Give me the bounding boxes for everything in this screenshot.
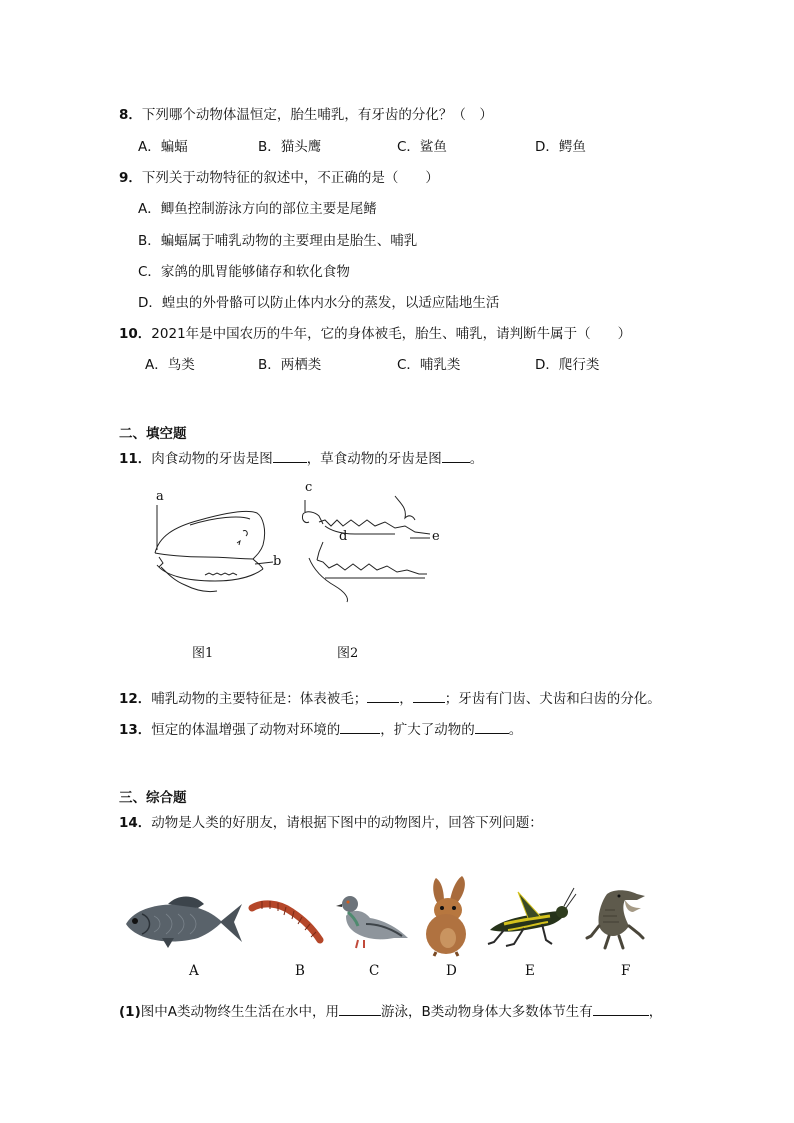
question-11 — [119, 447, 483, 467]
question-number: 8． — [119, 107, 142, 123]
sub-question-number: (1) — [119, 1004, 141, 1020]
question-text: 。 — [508, 722, 523, 738]
option-a: A．蝙蝠 — [138, 139, 188, 155]
label-leader-b — [255, 560, 275, 570]
question-text: 下列关于动物特征的叙述中，不正确的是（ ） — [141, 170, 439, 186]
earthworm-image — [248, 898, 330, 948]
question-text: 游泳，B类动物身体大多数体节生有 — [380, 1004, 593, 1020]
option-c: C．鲨鱼 — [397, 139, 447, 155]
option-b: B．两栖类 — [258, 357, 322, 373]
question-text: 恒定的体温增强了动物对环境的 — [151, 722, 341, 738]
answer-blank[interactable] — [475, 721, 509, 734]
answer-blank[interactable] — [442, 450, 470, 463]
question-14-sub-1 — [119, 1000, 662, 1020]
question-13 — [119, 718, 522, 738]
question-text: 哺乳动物的主要特征是：体表被毛； — [151, 691, 368, 707]
rabbit-image — [414, 874, 478, 956]
question-text: ，扩大了动物的 — [380, 722, 475, 738]
question-text: 动物是人类的好朋友，请根据下图中的动物图片，回答下列问题： — [151, 815, 543, 831]
answer-blank[interactable] — [593, 1003, 649, 1016]
animal-label-a: A — [189, 963, 199, 979]
answer-blank[interactable] — [340, 721, 380, 734]
question-number: 13． — [119, 722, 152, 738]
figure-label-b: b — [273, 554, 282, 569]
question-10 — [119, 322, 631, 342]
answer-blank[interactable] — [273, 450, 307, 463]
question-number: 14． — [119, 815, 152, 831]
animal-label-e: E — [525, 963, 535, 979]
crocodile-image — [585, 886, 651, 952]
figure-label-c: c — [305, 480, 313, 495]
option-b: B．猫头鹰 — [258, 139, 322, 155]
skull-figure-2 — [295, 490, 445, 605]
figure-label-a: a — [156, 489, 164, 504]
figure-caption-1: 图1 — [192, 646, 214, 661]
animal-label-c: C — [369, 963, 380, 979]
question-text: ，草食动物的牙齿是图 — [306, 451, 442, 467]
answer-blank[interactable] — [413, 690, 445, 703]
question-number: 9． — [119, 170, 142, 186]
fish-image — [122, 892, 244, 952]
option-a: A．鲫鱼控制游泳方向的部位主要是尾鳍 — [138, 201, 377, 217]
option-d: D．鳄鱼 — [535, 139, 586, 155]
animal-label-b: B — [295, 963, 305, 979]
option-a: A．鸟类 — [145, 357, 195, 373]
figure-caption-2: 图2 — [337, 646, 359, 661]
question-number: 11． — [119, 451, 152, 467]
question-text: ， — [399, 691, 413, 707]
option-c: C．家鸽的肌胃能够储存和软化食物 — [138, 264, 350, 280]
pigeon-image — [336, 890, 412, 952]
option-b: B．蝙蝠属于哺乳动物的主要理由是胎生、哺乳 — [138, 233, 418, 249]
option-d: D．爬行类 — [535, 357, 600, 373]
figure-label-d: d — [339, 529, 348, 544]
question-text: ；牙齿有门齿、犬齿和臼齿的分化。 — [444, 691, 661, 707]
label-leader-e — [410, 536, 432, 542]
question-9 — [119, 166, 439, 186]
section-heading-comprehensive: 三、综合题 — [119, 790, 187, 806]
animal-label-d: D — [446, 963, 457, 979]
question-text: 。 — [469, 451, 484, 467]
grasshopper-image — [484, 882, 576, 952]
question-8 — [119, 103, 493, 123]
answer-blank[interactable] — [367, 690, 399, 703]
option-d: D．蝗虫的外骨骼可以防止体内水分的蒸发，以适应陆地生活 — [138, 295, 500, 311]
question-text: 肉食动物的牙齿是图 — [151, 451, 273, 467]
question-text: 图中A类动物终生生活在水中，用 — [140, 1004, 339, 1020]
option-c: C．哺乳类 — [397, 357, 461, 373]
question-text: ， — [648, 1004, 663, 1020]
figure-label-e: e — [432, 529, 440, 544]
question-text: 2021年是中国农历的牛年，它的身体被毛，胎生、哺乳，请判断牛属于（ ） — [151, 326, 632, 342]
answer-blank[interactable] — [339, 1003, 381, 1016]
question-number: 10． — [119, 326, 152, 342]
question-12 — [119, 687, 661, 707]
section-heading-fill-blank: 二、填空题 — [119, 426, 187, 442]
question-14 — [119, 811, 543, 831]
question-number: 12． — [119, 691, 152, 707]
question-text: 下列哪个动物体温恒定，胎生哺乳，有牙齿的分化？（ ） — [141, 107, 493, 123]
skull-figure-1 — [145, 485, 285, 605]
animal-label-f: F — [621, 963, 631, 979]
